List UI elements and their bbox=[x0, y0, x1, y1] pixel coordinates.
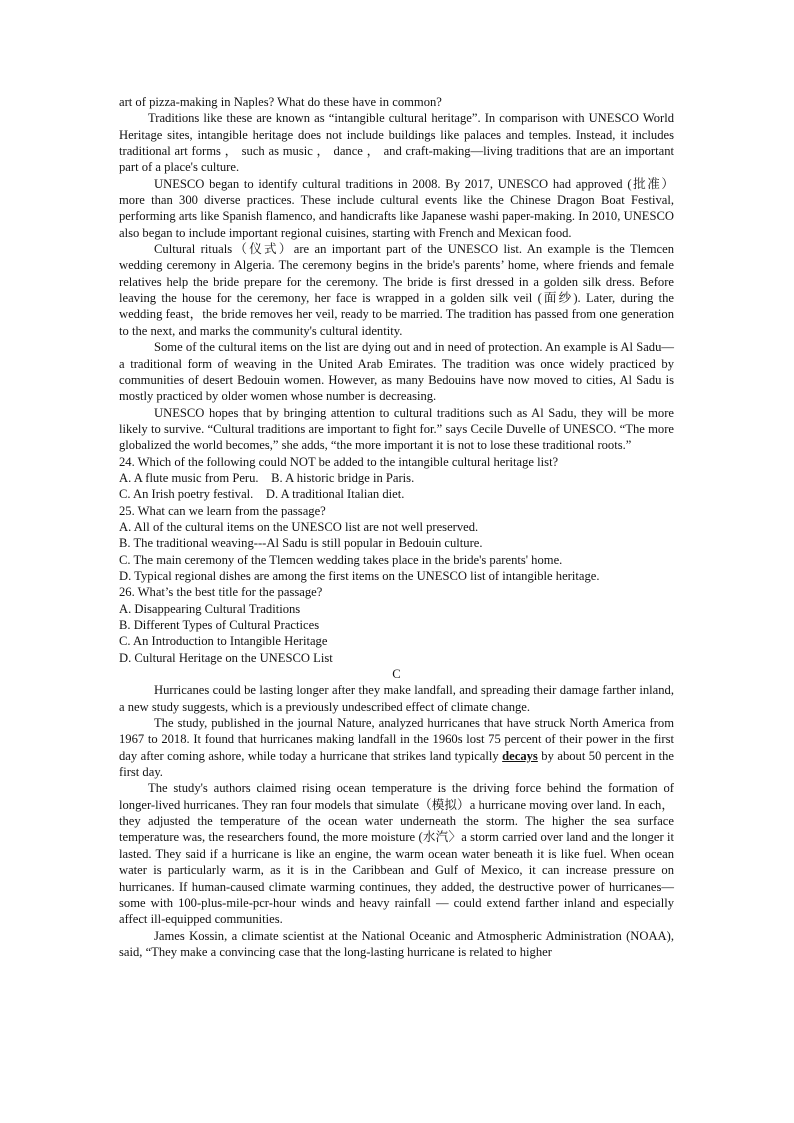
passage-b-paragraph-4: Some of the cultural items on the list are dying out and in need of protection. An example is Al Sadu—a traditional form of weaving in the United Arab Emirates. The tradition was once widely practiced by communities of desert Bedouin women. However, as many Bedouins have now moved to cities, Al Sadu is mostly practiced by older women whose number is decreasing. bbox=[119, 340, 674, 404]
passage-b-lead-line: art of pizza-making in Naples? What do these have in common? bbox=[119, 95, 442, 109]
passage-b-paragraph-1: Traditions like these are known as “intangible cultural heritage”. In comparison with UNESCO World Heritage sites, intangible heritage does not include buildings like palaces and temples. Instead, it includes traditional art forms ， such as music ， dance ， and craft-making—living traditions that are an important part of a place's culture. bbox=[119, 111, 674, 175]
passage-c-paragraph-2-after: by about 50 percent in the first day. bbox=[119, 748, 674, 780]
question-24-stem: 24. Which of the following could NOT be added to the intangible cultural heritage list? bbox=[119, 454, 559, 469]
question-24-options-ab: A. A flute music from Peru. B. A historic bridge in Paris. bbox=[119, 470, 415, 485]
question-26-option-b: B. Different Types of Cultural Practices bbox=[119, 618, 320, 632]
question-26-option-d: D. Cultural Heritage on the UNESCO List bbox=[119, 650, 333, 665]
question-26-stem: 26. What’s the best title for the passage? bbox=[119, 585, 323, 600]
question-25-option-c: C. The main ceremony of the Tlemcen wedding takes place in the bride's parents' home. bbox=[119, 552, 563, 567]
passage-b-paragraph-2: UNESCO began to identify cultural traditions in 2008. By 2017, UNESCO had approved (批准）more than 300 diverse practices. These include cultural events like the Chinese Dragon Boat Festival, performing arts like Spanish flamenco, and handicrafts like Japanese washi paper-making. In 2010, UNESCO also began to include important regional cuisines, starting with French and Mexican food. bbox=[119, 176, 674, 240]
question-26-option-a: A. Disappearing Cultural Traditions bbox=[119, 601, 301, 616]
question-25-stem: 25. What can we learn from the passage? bbox=[119, 503, 326, 518]
passage-c-heading: C bbox=[392, 667, 401, 682]
passage-b-paragraph-5: UNESCO hopes that by bringing attention to cultural traditions such as Al Sadu, they will be more likely to survive. “Cultural traditions are important to fight for.” says Cecile Duvelle of UNESCO. “The more globalized the world becomes,” she adds, “the more important it is not to lose these traditional roots.” bbox=[119, 405, 674, 453]
passage-c-paragraph-3: The study's authors claimed rising ocean temperature is the driving force behind the formation of longer-lived hurricanes. They ran four models that simulate（模拟）a hurricane moving over land. In each， they adjusted the temperature of the ocean water underneath the storm. The higher the sea surface temperature was, the researchers found, the more moisture (水汽〉a storm carried over land and the longer it lasted. They said if a hurricane is like an engine, the warm ocean water beneath it is like fuel. When ocean water is particularly warm, as it is in the Caribbean and Gulf of Mexico, it can increase pressure on hurricanes. If human-caused climate warming continues, they added, the destructive power of hurricanes—some with 100-plus-mile-pcr-hour winds and heavy rainfall — could extend farther inland and especially affect ill-equipped communities. bbox=[119, 781, 674, 927]
question-26-option-c: C. An Introduction to Intangible Heritage bbox=[119, 634, 328, 649]
question-25-option-b: B. The traditional weaving---Al Sadu is still popular in Bedouin culture. bbox=[119, 536, 483, 551]
decays-keyword: decays bbox=[502, 748, 538, 763]
passage-c-paragraph-1: Hurricanes could be lasting longer after they make landfall, and spreading their damage farther inland, a new study suggests, which is a previously undescribed effect of climate change. bbox=[119, 683, 674, 714]
passage-c-paragraph-2 bbox=[119, 715, 674, 780]
passage-c-paragraph-2-before: The study, published in the journal Nature, analyzed hurricanes that have struck North America from 1967 to 2018. It found that hurricanes making landfall in the 1960s lost 75 percent of their power in the first day after coming ashore, while today a hurricane that strikes land typically bbox=[119, 716, 674, 763]
passage-c-paragraph-4: James Kossin, a climate scientist at the National Oceanic and Atmospheric Administration (NOAA), said, “They make a convincing case that the long-lasting hurricane is related to higher bbox=[119, 928, 674, 959]
passage-b-paragraph-3: Cultural rituals（仪式）are an important part of the UNESCO list. An example is the Tlemcen wedding ceremony in Algeria. The ceremony begins in the bride's parents’ home, where friends and female relatives help the bride prepare for the ceremony. The bride is first dressed in a golden silk dress. Before leaving the house for the ceremony, her face is wrapped in a golden silk veil (面纱). Later, during the wedding feast，the bride removes her veil, ready to be married. The tradition has passed from one generation to the next, and marks the community's cultural identity. bbox=[119, 242, 674, 338]
question-25-option-d: D. Typical regional dishes are among the first items on the UNESCO list of intangible heritage. bbox=[119, 568, 600, 583]
question-24-options-cd: C. An Irish poetry festival. D. A traditional Italian diet. bbox=[119, 487, 405, 502]
question-25-option-a: A. All of the cultural items on the UNESCO list are not well preserved. bbox=[119, 519, 479, 534]
